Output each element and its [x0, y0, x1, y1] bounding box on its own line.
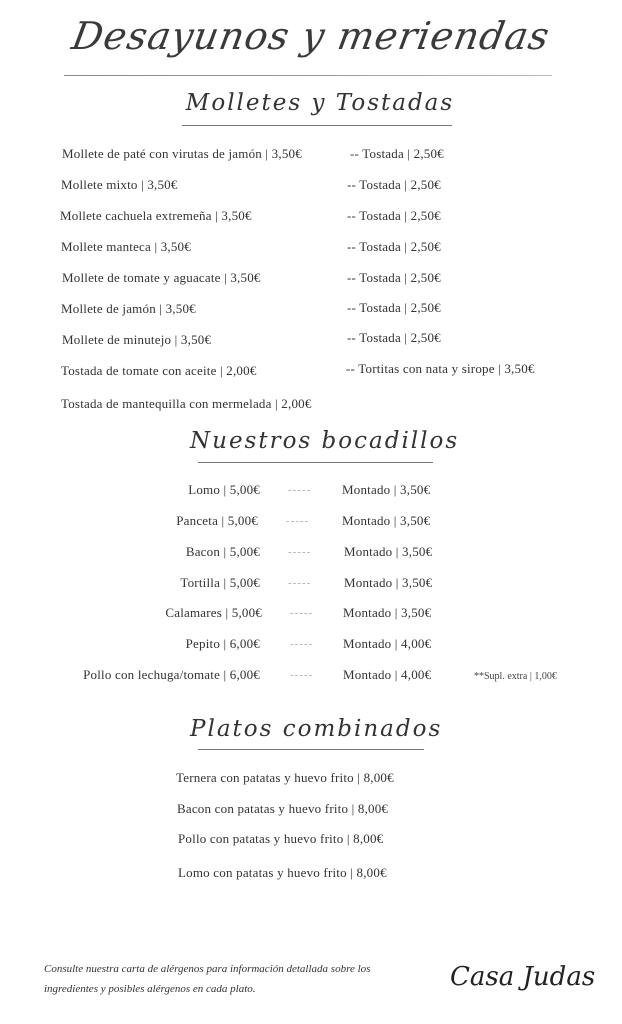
- montado-item: Montado | 4,00€: [343, 667, 432, 682]
- montado-item: Montado | 3,50€: [342, 482, 431, 497]
- menu-item-tostada: -- Tostada | 2,50€: [347, 330, 441, 345]
- menu-item-tostada: -- Tostada | 2,50€: [347, 208, 441, 223]
- menu-item: Mollete mixto | 3,50€: [61, 177, 178, 192]
- page-title: Desayunos y meriendas: [68, 14, 554, 58]
- combinado-item: Bacon con patatas y huevo frito | 8,00€: [177, 801, 389, 816]
- dash-separator: -----: [288, 577, 312, 589]
- menu-item: Mollete de paté con virutas de jamón | 3,50€: [62, 146, 302, 161]
- menu-item: Mollete manteca | 3,50€: [61, 239, 191, 254]
- menu-item-tostada: -- Tostada | 2,50€: [350, 146, 444, 161]
- allergen-note: Consulte nuestra carta de alérgenos para información detallada sobre los ingredientes y posibles alérgenos en cada plato.: [44, 963, 371, 995]
- bocadillo-item: Pepito | 6,00€: [185, 636, 260, 651]
- bocadillo-item: Lomo | 5,00€: [188, 482, 260, 497]
- section-divider-bocadillos: [198, 462, 433, 463]
- section-title-bocadillos: Nuestros bocadillos: [190, 428, 460, 454]
- montado-item: Montado | 3,50€: [344, 575, 433, 590]
- menu-item-tortitas: -- Tortitas con nata y sirope | 3,50€: [346, 361, 535, 376]
- dash-separator: -----: [286, 515, 310, 527]
- bocadillo-item: Panceta | 5,00€: [176, 513, 258, 528]
- menu-item: Tostada de tomate con aceite | 2,00€: [61, 363, 257, 378]
- bocadillo-item: Bacon | 5,00€: [185, 544, 260, 559]
- menu-item: Mollete cachuela extremeña | 3,50€: [60, 208, 252, 223]
- montado-item: Montado | 3,50€: [344, 544, 433, 559]
- section-divider-molletes: [182, 125, 452, 126]
- menu-item: Mollete de minutejo | 3,50€: [62, 332, 212, 347]
- menu-item: Mollete de tomate y aguacate | 3,50€: [62, 270, 261, 285]
- section-divider-combinados: [198, 749, 424, 750]
- combinado-item: Ternera con patatas y huevo frito | 8,00€: [176, 770, 394, 785]
- bocadillo-item: Pollo con lechuga/tomate | 6,00€: [83, 667, 260, 682]
- montado-item: Montado | 4,00€: [343, 636, 432, 651]
- bocadillo-item: Calamares | 5,00€: [165, 605, 262, 620]
- brand-logo: Casa Judas: [450, 962, 596, 992]
- menu-item-tostada: -- Tostada | 2,50€: [347, 270, 441, 285]
- dash-separator: -----: [290, 669, 314, 681]
- dash-separator: -----: [290, 638, 314, 650]
- montado-item: Montado | 3,50€: [343, 605, 432, 620]
- dash-separator: -----: [288, 546, 312, 558]
- supplement-note: **Supl. extra | 1,00€: [474, 671, 557, 682]
- combinado-item: Lomo con patatas y huevo frito | 8,00€: [178, 865, 387, 880]
- menu-item-tostada: -- Tostada | 2,50€: [347, 239, 441, 254]
- menu-item: Tostada de mantequilla con mermelada | 2,00€: [61, 396, 312, 411]
- combinado-item: Pollo con patatas y huevo frito | 8,00€: [178, 831, 384, 846]
- section-title-molletes: Molletes y Tostadas: [185, 90, 455, 116]
- menu-item: Mollete de jamón | 3,50€: [61, 301, 196, 316]
- bocadillo-item: Tortilla | 5,00€: [180, 575, 260, 590]
- title-divider: [64, 75, 552, 76]
- dash-separator: -----: [290, 607, 314, 619]
- dash-separator: -----: [288, 484, 312, 496]
- menu-item-tostada: -- Tostada | 2,50€: [347, 300, 441, 315]
- montado-item: Montado | 3,50€: [342, 513, 431, 528]
- section-title-combinados: Platos combinados: [190, 716, 443, 742]
- menu-item-tostada: -- Tostada | 2,50€: [347, 177, 441, 192]
